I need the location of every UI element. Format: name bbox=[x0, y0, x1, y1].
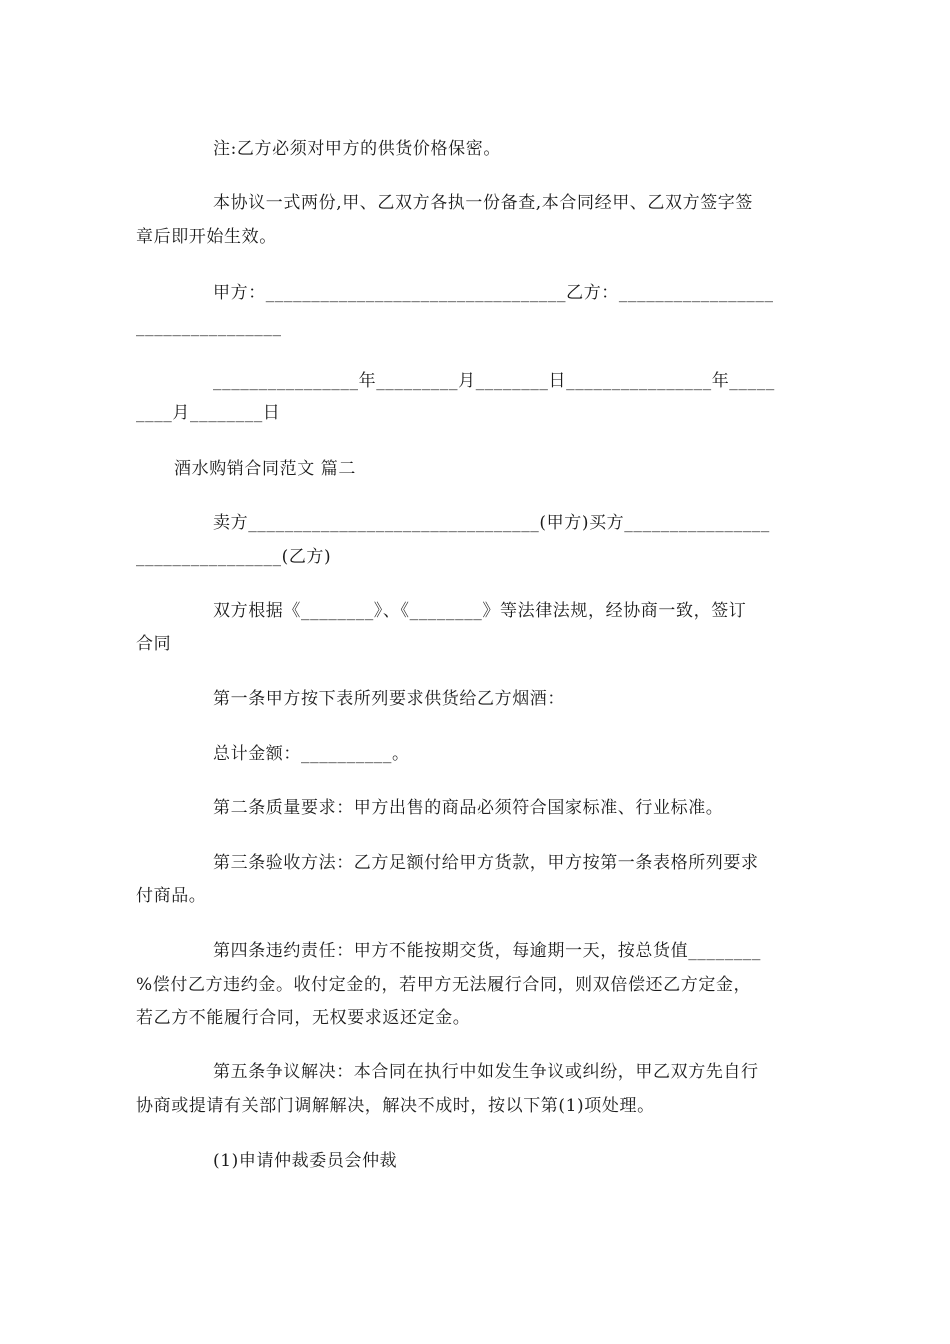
article-3-line-1: 第三条验收方法：乙方足额付给甲方货款，甲方按第一条表格所列要求 bbox=[213, 853, 759, 873]
article-5-line-2: 协商或提请有关部门调解解决，解决不成时，按以下第(1)项处理。 bbox=[136, 1096, 655, 1116]
article-5-line-1: 第五条争议解决：本合同在执行中如发生争议或纠纷，甲乙双方先自行 bbox=[213, 1062, 759, 1082]
signature-parties-line-2: ________________ bbox=[136, 317, 282, 337]
seller-buyer-line-2: ________________(乙方) bbox=[136, 547, 332, 567]
signature-dates-line-2: ____月________日 bbox=[136, 403, 281, 423]
seller-buyer-line-1: 卖方________________________________(甲方)买方________________ bbox=[213, 513, 770, 533]
section-title: 酒水购销合同范文 篇二 bbox=[174, 459, 357, 479]
total-amount: 总计金额：__________。 bbox=[213, 744, 410, 764]
agreement-copies-line-1: 本协议一式两份,甲、乙双方各执一份备查,本合同经甲、乙双方签字签 bbox=[213, 193, 754, 213]
article-2: 第二条质量要求：甲方出售的商品必须符合国家标准、行业标准。 bbox=[213, 798, 724, 818]
arbitration-option: (1)申请仲裁委员会仲裁 bbox=[213, 1151, 398, 1171]
note-confidentiality: 注:乙方必须对甲方的供货价格保密。 bbox=[213, 139, 501, 159]
legal-basis-line-2: 合同 bbox=[136, 634, 172, 654]
article-1: 第一条甲方按下表所列要求供货给乙方烟酒： bbox=[213, 689, 565, 709]
agreement-copies-line-2: 章后即开始生效。 bbox=[136, 227, 277, 247]
legal-basis-line-1: 双方根据《________》、《________》等法律法规，经协商一致，签订 bbox=[213, 601, 747, 621]
article-4-line-2: %偿付乙方违约金。收付定金的，若甲方无法履行合同，则双倍偿还乙方定金， bbox=[136, 975, 752, 995]
article-4-line-1: 第四条违约责任：甲方不能按期交货，每逾期一天，按总货值________ bbox=[213, 941, 761, 961]
signature-parties-line-1: 甲方：_________________________________乙方：_________________ bbox=[213, 283, 774, 303]
article-4-line-3: 若乙方不能履行合同，无权要求返还定金。 bbox=[136, 1008, 471, 1028]
article-3-line-2: 付商品。 bbox=[136, 886, 207, 906]
signature-dates-line-1: ________________年_________月________日________________年_____ bbox=[213, 371, 775, 391]
